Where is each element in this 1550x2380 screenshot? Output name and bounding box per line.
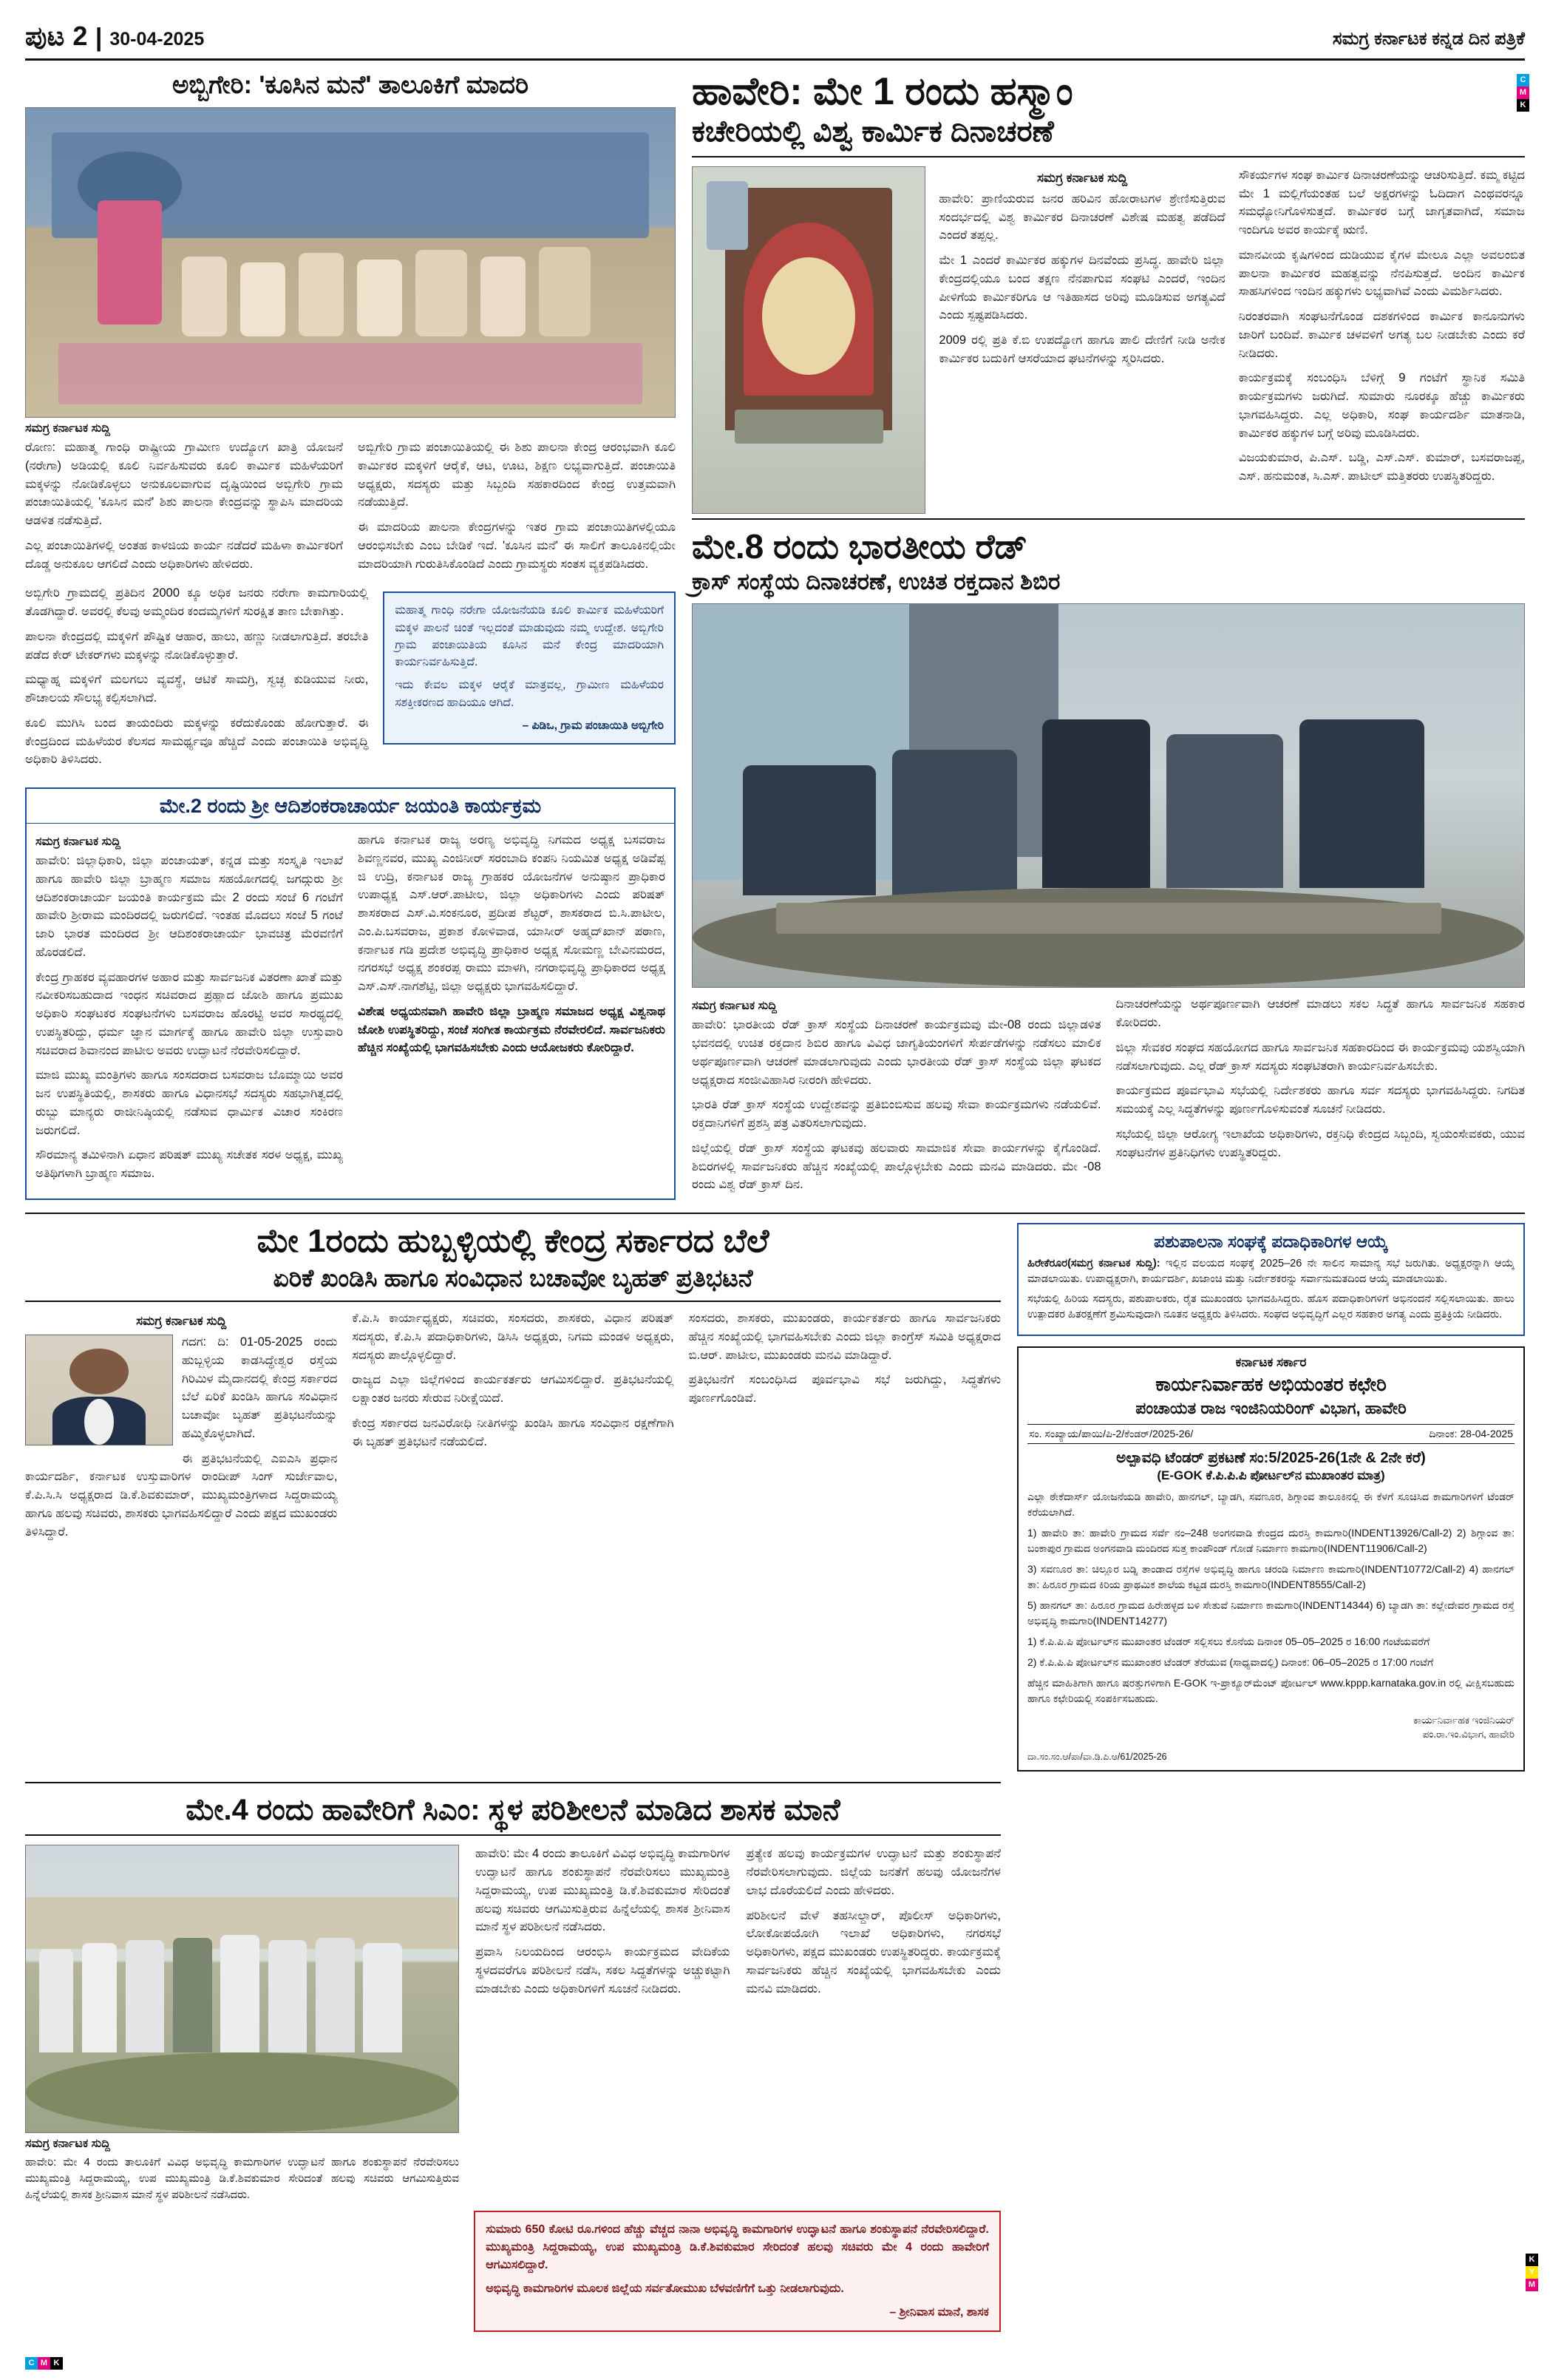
paragraph: ವಿಜಯಕುಮಾರ, ಪಿ.ಎಸ್. ಬಡ್ಡಿ, ಎಸ್.ಎಸ್. ಕುಮಾರ್, ಬಸವರಾಜಪ್ಪ, ಎಸ್. ಹನುಮಂತ, ಸಿ.ಎಸ್. ಪಾಟೀಲ್ ಮತ್ತಿತರರು ಉಪಸ್ಥಿತರಿದ್ದರು. bbox=[1238, 451, 1525, 484]
paragraph: ರೋಣ: ಮಹಾತ್ಮ ಗಾಂಧಿ ರಾಷ್ಟ್ರೀಯ ಗ್ರಾಮೀಣ ಉದ್ಯೋಗ ಖಾತ್ರಿ ಯೋಜನೆ (ನರೇಗಾ) ಅಡಿಯಲ್ಲಿ ಕೂಲಿ ನಿರ್ವಹಿಸುವರು ಕೂಲಿ ಕಾರ್ಮಿಕ ಮಹಿಳೆಯರಿಗೆ ಮಕ್ಕಳನ್ನು ನೋಡಿಕೊಳ್ಳಲು ಅನುಕೂಲವಾಗುವ ದೃಷ್ಟಿಯಿಂದ ಅಬ್ಬಿಗೇರಿ ಗ್ರಾಮ ಪಂಚಾಯಿತಿಯಲ್ಲಿ 'ಕೂಸಿನ ಮನೆ' ಶಿಶು ಪಾಲನಾ ಕೇಂದ್ರವನ್ನು ಸ್ಥಾಪಿಸಿ ಮಾದರಿಯ ಆಡಳಿತ ನಡೆಸುತ್ತಿದೆ. bbox=[25, 441, 343, 527]
magenta-mark: M bbox=[38, 2357, 50, 2370]
tender-footer-code: ದಾ.ಸಂ.ಸಂ.ಆ/ಪಾ/ವಾ.ಡಿ.ಪಿ.ಆ/61/2025-26 bbox=[1027, 1752, 1167, 1763]
hubballi-credit: ಸಮಗ್ರ ಕರ್ನಾಟಕ ಸುದ್ದಿ bbox=[136, 1314, 227, 1329]
abbigere-body-2 bbox=[25, 584, 676, 776]
cyan-mark: C bbox=[25, 2357, 38, 2370]
quote-line: ಅಭಿವೃದ್ಧಿ ಕಾಮಗಾರಿಗಳ ಮೂಲಕ ಜಿಲ್ಲೆಯ ಸರ್ವತೋಮುಖ ಬೆಳವಣಿಗೆಗೆ ಒತ್ತು ನೀಡಲಾಗುವುದು. bbox=[486, 2282, 844, 2295]
magenta-mark: M bbox=[1526, 2279, 1538, 2291]
tender-signature bbox=[1027, 1714, 1515, 1742]
paragraph: ದಿನಾಚರಣೆಯನ್ನು ಅರ್ಥಪೂರ್ಣವಾಗಿ ಆಚರಣೆ ಮಾಡಲು ಸಕಲ ಸಿದ್ಧತೆ ಹಾಗೂ ಸಾರ್ವಜನಿಕ ಸಹಕಾರ ಕೋರಿದರು. bbox=[1115, 997, 1525, 1030]
paper-name: ಸಮಗ್ರ ಕರ್ನಾಟಕ ಕನ್ನಡ ದಿನ ಪತ್ರಿಕೆ bbox=[1332, 29, 1525, 49]
tender-date: 1) ಕೆ.ಪಿ.ಪಿ.ಪಿ ಪೋರ್ಟಲ್‌ನ ಮುಖಾಂತರ ಟೆಂಡರ್ ಸಲ್ಲಿಸಲು ಕೊನೆಯ ದಿನಾಂಕ 05–05–2025 ರ 16:00 ಗಂಟೆಯವರೆಗೆ bbox=[1027, 1635, 1430, 1648]
abbigere-headline: ಅಬ್ಬಿಗೇರಿ: 'ಕೂಸಿನ ಮನೆ' ತಾಲೂಕಿಗೆ ಮಾದರಿ bbox=[171, 71, 529, 99]
mayday-credit: ಸಮಗ್ರ ಕರ್ನಾಟಕ ಸುದ್ದಿ bbox=[1036, 170, 1128, 185]
tender-intro: ಎಲ್ಲಾ ಠೇಕೆದಾರ್ಸ್ ಯೋಜನೆಯಡಿ ಹಾವೇರಿ, ಹಾನಗಲ್, ಬ್ಯಾಡಗಿ, ಸವಣೂರ, ಶಿಗ್ಗಾಂವ ತಾಲೂಕಿನಲ್ಲಿ ಈ ಕೆಳಗೆ ಸೂಚಿಸಿದ ಕಾಮಗಾರಿಗಳಿಗೆ ಟೆಂಡರ್ ಕರೆಯಲಾಗಿದೆ. bbox=[1027, 1491, 1515, 1519]
cm-visit-headline: ಮೇ.4 ರಂದು ಹಾವೇರಿಗೆ ಸಿಎಂ: ಸ್ಥಳ ಪರಿಶೀಲನೆ ಮಾಡಿದ ಶಾಸಕ ಮಾನೆ bbox=[186, 1794, 840, 1827]
cyan-mark: C bbox=[1517, 74, 1529, 87]
paragraph: ಮಾನವೀಯ ಕೃಷಿಗಳಿಂದ ದುಡಿಯುವ ಕೈಗಳ ಮೇಲೂ ಎಲ್ಲಾ ಅವಲಂಬಿತ ಪಾಲನಾ ಕಾರ್ಮಿಕರ ಮಹತ್ವವನ್ನು ನೆನಪಿಸುತ್ತದೆ. ಅಂದಿನ ಕಾರ್ಮಿಕ ಸಾಹಸಿಗಳಿಂದ ಇಂದಿನ ಹಕ್ಕುಗಳು ಲಭ್ಯವಾಗಿವೆ ಎಂದು ವಿಮರ್ಶಿಸಿದರು. bbox=[1238, 248, 1525, 299]
paragraph: ವಿಶೇಷ ಅಧ್ಯಯನವಾಗಿ ಹಾವೇರಿ ಜಿಲ್ಲಾ ಬ್ರಾಹ್ಮಣ ಸಮಾಜದ ಅಧ್ಯಕ್ಷ ವಿಶ್ವನಾಥ ಜೋಶಿ ಉಪಸ್ಥಿತರಿದ್ದು, ಸಂಜೆ ಸಂಗೀತ ಕಾರ್ಯಕ್ರಮ ನೆರವೇರಲಿದೆ. ಸಾರ್ವಜನಿಕರು ಹೆಚ್ಚಿನ ಸಂಖ್ಯೆಯಲ್ಲಿ ಭಾಗವಹಿಸಬೇಕು ಎಂದು ಆಯೋಜಕರು ಕೋರಿದ್ದಾರೆ. bbox=[358, 1004, 665, 1055]
paragraph: ಹಾವೇರಿ: ಮೇ 4 ರಂದು ತಾಲೂಕಿಗೆ ವಿವಿಧ ಅಭಿವೃದ್ಧಿ ಕಾಮಗಾರಿಗಳ ಉದ್ಘಾಟನೆ ಹಾಗೂ ಶಂಕುಸ್ಥಾಪನೆ ನೆರವೇರಿಸಲು ಮುಖ್ಯಮಂತ್ರಿ ಸಿದ್ದರಾಮಯ್ಯ, ಉಪ ಮುಖ್ಯಮಂತ್ರಿ ಡಿ.ಕೆ.ಶಿವಕುಮಾರ ಸೇರಿದಂತೆ ಹಲವು ಸಚಿವರು ಆಗಮಿಸುತ್ತಿರುವ ಹಿನ್ನೆಲೆಯಲ್ಲಿ ಶಾಸಕ ಶ್ರೀನಿವಾಸ ಮಾನೆ ಸ್ಥಳ ಪರಿಶೀಲನೆ ನಡೆಸಿದರು. bbox=[475, 1847, 730, 1934]
redcross-headline-line2: ಕ್ರಾಸ್ ಸಂಸ್ಥೆಯ ದಿನಾಚರಣೆ, ಉಚಿತ ರಕ್ತದಾನ ಶಿಬಿರ bbox=[692, 568, 1061, 594]
paragraph: ಅಬ್ಬಿಗೇರಿ ಗ್ರಾಮ ಪಂಚಾಯಿತಿಯಲ್ಲಿ ಈ ಶಿಶು ಪಾಲನಾ ಕೇಂದ್ರ ಆರಂಭವಾಗಿ ಕೂಲಿ ಕಾರ್ಮಿಕರ ಮಕ್ಕಳಿಗೆ ಆರೈಕೆ, ಆಟ, ಊಟ, ಶಿಕ್ಷಣ ಲಭ್ಯವಾಗುತ್ತಿದೆ. ಪಂಚಾಯಿತಿ ಅಧ್ಯಕ್ಷರು, ಸದಸ್ಯರು ಮತ್ತು ಸಿಬ್ಬಂದಿ ಸಹಕಾರದಿಂದ ಕೇಂದ್ರ ಉತ್ತಮವಾಗಿ ನಡೆಯುತ್ತಿದೆ. bbox=[358, 441, 676, 509]
paragraph: ನಿರಂತರವಾಗಿ ಸಂಘಟನೆಗೊಂಡ ದಶಕಗಳಿಂದ ಕಾರ್ಮಿಕ ಕಾನೂನುಗಳು ಜಾರಿಗೆ ಬಂದಿವೆ. ಕಾರ್ಮಿಕ ಚಳವಳಿಗೆ ಅಗತ್ಯ ಬಲ ನೀಡಬೇಕು ಎಂದು ಕರೆ ನೀಡಿದರು. bbox=[1238, 310, 1525, 360]
paragraph: ಪ್ರತ್ಯೇಕ ಹಲವು ಕಾರ್ಯಕ್ರಮಗಳ ಉದ್ಘಾಟನೆ ಮತ್ತು ಶಂಕುಸ್ಥಾಪನೆ ನೆರವೇರಿಸಲಾಗುವುದು. ಜಿಲ್ಲೆಯ ಜನತೆಗೆ ಹಲವು ಯೋಜನೆಗಳ ಲಾಭ ದೊರೆಯಲಿದೆ ಎಂದು ಹೇಳಿದರು. bbox=[746, 1847, 1001, 1897]
mid-band bbox=[25, 1213, 1525, 1772]
cm-visit-caption: ಹಾವೇರಿ: ಮೇ 4 ರಂದು ತಾಲೂಕಿಗೆ ವಿವಿಧ ಅಭಿವೃದ್ಧಿ ಕಾಮಗಾರಿಗಳ ಉದ್ಘಾಟನೆ ಹಾಗೂ ಶಂಕುಸ್ಥಾಪನೆ ನೆರವೇರಿಸಲು ಮುಖ್ಯಮಂತ್ರಿ ಸಿದ್ದರಾಮಯ್ಯ, ಉಪ ಮುಖ್ಯಮಂತ್ರಿ ಡಿ.ಕೆ.ಶಿವಕುಮಾರ ಸೇರಿದಂತೆ ಹಲವು ಸಚಿವರು ಆಗಮಿಸುತ್ತಿರುವ ಹಿನ್ನೆಲೆಯಲ್ಲಿ ಶಾಸಕ ಶ್ರೀನಿವಾಸ ಮಾನೆ ಸ್ಥಳ ಪರಿಶೀಲನೆ ನಡೆಸಿದರು. bbox=[25, 2156, 459, 2201]
paragraph: ಸೌಕರ್ಯಗಳ ಸಂಘ ಕಾರ್ಮಿಕ ದಿನಾಚರಣೆಯನ್ನು ಆಚರಿಸುತ್ತಿದೆ. ಕಮ್ಮ ಕಟ್ಟಿದ ಮೇ 1 ಮಲ್ಲಿಗೆಯಂತಹ ಬಲೆ ಅಕ್ಷರಗಳನ್ನು ಓದಿದಾಗ ಎಂಥವರನ್ನೂ ಸಮಧ್ಯೋನಿಗೊಳಿಸುತ್ತದೆ. ಕಾರ್ಮಿಕರ ಬಗ್ಗೆ ಜಾಗೃತವಾಗಿದೆ, ಸಮಾಜ ಇಂದಿಗೂ ಅವರ ಕಾರ್ಯಕ್ಕೆ ಋಣಿ. bbox=[1238, 168, 1525, 237]
tender-gov-line3: ಪಂಚಾಯತ ರಾಜ ಇಂಜಿನಿಯರಿಂಗ್ ವಿಭಾಗ, ಹಾವೇರಿ bbox=[1135, 1399, 1407, 1418]
tender-gov-line2: ಕಾರ್ಯನಿರ್ವಾಹಕ ಅಭಿಯಂತರ ಕಛೇರಿ bbox=[1155, 1373, 1387, 1396]
tender-closing: ಹೆಚ್ಚಿನ ಮಾಹಿತಿಗಾಗಿ ಹಾಗೂ ಷರತ್ತುಗಳಿಗಾಗಿ E-GOK ಇ-ಪ್ರಾಕ್ಯೂರ್‌ಮೆಂಟ್ ಪೋರ್ಟಲ್ www.kppp.karnataka.gov.in ರಲ್ಲಿ ವೀಕ್ಷಿಸಬಹುದು ಹಾಗೂ ಕಛೇರಿಯಲ್ಲಿ ಸಂಪರ್ಕಿಸಬಹುದು. bbox=[1027, 1677, 1515, 1705]
paragraph: ಈ ಮಾದರಿಯ ಪಾಲನಾ ಕೇಂದ್ರಗಳನ್ನು ಇತರ ಗ್ರಾಮ ಪಂಚಾಯಿತಿಗಳಲ್ಲಿಯೂ ಆರಂಭಿಸಬೇಕು ಎಂಬ ಬೇಡಿಕೆ ಇದೆ. 'ಕೂಸಿನ ಮನೆ' ಈ ಸಾಲಿಗೆ ತಾಲೂಕಿನಲ್ಲಿಯೇ ಮಾದರಿಯಾಗಿ ಗುರುತಿಸಿಕೊಂಡಿದೆ ಎಂದು ಗ್ರಾಮಸ್ಥರು ಸಂತಸ ವ್ಯಕ್ತಪಡಿಸಿದರು. bbox=[358, 521, 676, 571]
quote-line: ಸುಮಾರು 650 ಕೋಟಿ ರೂ.ಗಳಿಂದ ಹೆಚ್ಚು ವೆಚ್ಚದ ನಾನಾ ಅಭಿವೃದ್ಧಿ ಕಾಮಗಾರಿಗಳ ಉದ್ಘಾಟನೆ ಹಾಗೂ ಶಂಕುಸ್ಥಾಪನೆ ನೆರವೇರಿಸಲಿದ್ದಾರೆ. ಮುಖ್ಯಮಂತ್ರಿ ಸಿದ್ದರಾಮಯ್ಯ, ಉಪ ಮುಖ್ಯಮಂತ್ರಿ ಡಿ.ಕೆ.ಶಿವಕುಮಾರ ಸೇರಿದಂತೆ ಹಲವು ಸಚಿವರು ಮೇ 4 ರಂದು ಹಾವೇರಿಗೆ ಆಗಮಿಸಲಿದ್ದಾರೆ. bbox=[486, 2223, 989, 2271]
paragraph: ಹಾವೇರಿ: ಪ್ರಾಣಿಯರುವ ಜನರ ಹರಿವಿನ ಹೋರಾಟಗಳ ಶ್ರೇಣಿಸುತ್ತಿರುವ ಸಂದರ್ಭದಲ್ಲಿ ವಿಶ್ವ ಕಾರ್ಮಿಕರ ದಿನಾಚರಣೆ ವಿಶೇಷ ಮಹತ್ವ ಪಡೆದಿದೆ ಎಂದರೆ ತಪ್ಪಲ್ಲ. bbox=[939, 191, 1226, 243]
mayday-headline-line2: ಕಚೇರಿಯಲ್ಲಿ ವಿಶ್ವ ಕಾರ್ಮಿಕ ದಿನಾಚರಣೆ bbox=[692, 115, 1054, 149]
quote-line: ಇದು ಕೇವಲ ಮಕ್ಕಳ ಆರೈಕೆ ಮಾತ್ರವಲ್ಲ, ಗ್ರಾಮೀಣ ಮಹಿಳೆಯರ ಸಶಕ್ತೀಕರಣದ ಹಾದಿಯೂ ಆಗಿದೆ. bbox=[395, 679, 664, 709]
paragraph: ಮಾಜಿ ಮುಖ್ಯ ಮಂತ್ರಿಗಳು ಹಾಗೂ ಸಂಸದರಾದ ಬಸವರಾಜ ಬೊಮ್ಮಾಯಿ ಅವರ ಜನ ಉಪಸ್ಥಿತಿಯಲ್ಲಿ, ಶಾಸಕರು ಹಾಗೂ ವಿಧಾನಸಭೆ ಸದಸ್ಯರು ಸಹಭಾಗಿತ್ವದಲ್ಲಿ ರುಬ್ಬು ಮಾನ್ಯರು ರಾಜೀನಿಷ್ಠಿಯಲ್ಲಿ ನಡೆಸುವ ಧಾರ್ಮಿಕ ವಿಚಾರ ಸಂಕಿರಣ ಜರುಗಲಿದೆ. bbox=[35, 1068, 343, 1137]
shankara-credit: ಸಮಗ್ರ ಕರ್ನಾಟಕ ಸುದ್ದಿ bbox=[35, 835, 120, 848]
cm-visit-story bbox=[25, 1782, 1001, 2331]
tender-signature-title: ಕಾರ್ಯನಿರ್ವಾಹಕ ಇಂಜಿನಿಯರ್ bbox=[1413, 1715, 1515, 1726]
mayday-headline-line1: ಹಾವೇರಿ: ಮೇ 1 ರಂದು ಹಸ್ಮಾಂ bbox=[692, 70, 1073, 113]
page-number: ಪುಟ 2 bbox=[25, 21, 88, 51]
cm-visit-photo bbox=[25, 1845, 459, 2133]
hubballi-headline-line2: ಏರಿಕೆ ಖಂಡಿಸಿ ಹಾಗೂ ಸಂವಿಧಾನ ಬಚಾವೋ ಬೃಹತ್ ಪ್ರತಿಭಟನೆ bbox=[273, 1264, 753, 1292]
paragraph: ರಾಜ್ಯದ ಎಲ್ಲಾ ಜಿಲ್ಲೆಗಳಿಂದ ಕಾರ್ಯಕರ್ತರು ಆಗಮಿಸಲಿದ್ದಾರೆ. ಪ್ರತಿಭಟನೆಯಲ್ಲಿ ಲಕ್ಷಾಂತರ ಜನರು ಸೇರುವ ನಿರೀಕ್ಷೆಯಿದೆ. bbox=[352, 1373, 674, 1406]
paragraph: ಪಾಲನಾ ಕೇಂದ್ರದಲ್ಲಿ ಮಕ್ಕಳಿಗೆ ಪೌಷ್ಟಿಕ ಆಹಾರ, ಹಾಲು, ಹಣ್ಣು ನೀಡಲಾಗುತ್ತಿದೆ. ತರಬೇತಿ ಪಡೆದ ಕೇರ್ ಟೇಕರ್‌ಗಳು ಮಕ್ಕಳನ್ನು ನೋಡಿಕೊಳ್ಳುತ್ತಾರೆ. bbox=[25, 629, 369, 662]
cmyk-marks-right bbox=[1526, 2254, 1538, 2291]
tender-item: 1) ಹಾವೇರಿ ತಾ: ಹಾವೇರಿ ಗ್ರಾಮದ ಸರ್ವೆ ನಂ–248 ಅಂಗನವಾಡಿ ಕೇಂದ್ರದ ದುರಸ್ತಿ ಕಾಮಗಾರಿ(INDENT13926/Call-2) 2) ಶಿಗ್ಗಾಂವ ತಾ: ಬಂಕಾಪುರ ಗ್ರಾಮದ ಅಂಗನವಾಡಿ ಮಂದಿರದ ಸುತ್ತ ಕಾಂಪೌಂಡ್ ಗೋಡೆ ನಿರ್ಮಾಣ ಕಾಮಗಾರಿ(INDENT11906/Call-2) bbox=[1027, 1527, 1515, 1555]
publication-date: 30-04-2025 bbox=[109, 29, 205, 50]
masthead bbox=[25, 21, 1525, 61]
paragraph: ಕೇಂದ್ರ ಸರ್ಕಾರದ ಜನವಿರೋಧಿ ನೀತಿಗಳನ್ನು ಖಂಡಿಸಿ ಹಾಗೂ ಸಂವಿಧಾನ ರಕ್ಷಣೆಗಾಗಿ ಈ ಬೃಹತ್ ಪ್ರತಿಭಟನೆ ನಡೆಯಲಿದೆ. bbox=[352, 1416, 674, 1448]
tender-date: 2) ಕೆ.ಪಿ.ಪಿ.ಪಿ ಪೋರ್ಟಲ್‌ನ ಮುಖಾಂತರ ಟೆಂಡರ್ ತೆರೆಯುವ (ಸಾಧ್ಯವಾದಲ್ಲಿ) ದಿನಾಂಕ: 06–05–2025 ರ 17:00 ಗಂಟೆಗೆ bbox=[1027, 1656, 1434, 1669]
paragraph: ಭಾರತಿ ರೆಡ್ ಕ್ರಾಸ್ ಸಂಸ್ಥೆಯ ಉದ್ದೇಶವನ್ನು ಪ್ರತಿಬಿಂಬಿಸುವ ಹಲವು ಸೇವಾ ಕಾರ್ಯಕ್ರಮಗಳು ನಡೆಯಲಿವೆ. ರಕ್ತದಾನಿಗಳಿಗೆ ಪ್ರಶಸ್ತಿ ಪತ್ರ ವಿತರಿಸಲಾಗುವುದು. bbox=[692, 1098, 1101, 1130]
paragraph: ಹಾವೇರಿ: ಭಾರತೀಯ ರೆಡ್ ಕ್ರಾಸ್ ಸಂಸ್ಥೆಯ ದಿನಾಚರಣೆ ಕಾರ್ಯಕ್ರಮವು ಮೇ-08 ರಂದು ಜಿಲ್ಲಾಡಳಿತ ಭವನದಲ್ಲಿ ಉಚಿತ ರಕ್ತದಾನ ಶಿಬಿರ ಹಾಗೂ ವಿವಿಧ ಜಾಗೃತಿಯಂಗಳಿಗೆ ಸೇರ್ಪಡೆಗಳನ್ನು ನಡೆಸಲು ಮಾಲಿಕ ಅರ್ಥಪೂರ್ಣವಾಗಿ ಆಚರಣೆ ಮಾಡಲಾಗುವುದು ಎಂದು ಭಾರತೀಯ ರೆಡ್ ಕ್ರಾಸ್ ಸಂಸ್ಥೆಯ ಜಿಲ್ಲಾ ಘಟಕದ ಅಧ್ಯಕ್ಷರಾದ ಸಂಜೀವಿಹಾಸಿರ ನೀರಂಗಿ ಹೇಳಿದರು. bbox=[692, 1018, 1101, 1087]
magenta-mark: M bbox=[1517, 87, 1529, 99]
hubballi-headline-line1: ಮೇ 1ರಂದು ಹುಬ್ಬಳ್ಳಿಯಲ್ಲಿ ಕೇಂದ್ರ ಸರ್ಕಾರದ ಬೆಲೆ bbox=[256, 1223, 769, 1260]
paragraph: ಸಭೆಯಲ್ಲಿ ಹಿರಿಯ ಸದಸ್ಯರು, ಪಶುಪಾಲಕರು, ರೈತ ಮುಖಂಡರು ಭಾಗವಹಿಸಿದ್ದರು. ಹೊಸ ಪದಾಧಿಕಾರಿಗಳಿಗೆ ಅಭಿನಂದನೆ ಸಲ್ಲಿಸಲಾಯಿತು. ಹಾಲು ಉತ್ಪಾದಕರ ಹಿತರಕ್ಷಣೆಗೆ ಶ್ರಮಿಸುವುದಾಗಿ ನೂತನ ಅಧ್ಯಕ್ಷರು ತಿಳಿಸಿದರು. ಸಂಘದ ಅಭಿವೃದ್ಧಿಗೆ ಎಲ್ಲರ ಸಹಕಾರ ಅಗತ್ಯ ಎಂದು ಪ್ರತಿಕ್ರಿಯೆ ನೀಡಿದರು. bbox=[1027, 1293, 1515, 1321]
paragraph: ಪ್ರತಿಭಟನೆಗೆ ಸಂಬಂಧಿಸಿದ ಪೂರ್ವಭಾವಿ ಸಭೆ ಜರುಗಿದ್ದು, ಸಿದ್ಧತೆಗಳು ಪೂರ್ಣಗೊಂಡಿವೆ. bbox=[688, 1373, 1002, 1406]
paragraph: ಜಿಲ್ಲೆಯಲ್ಲಿ ರೆಡ್ ಕ್ರಾಸ್ ಸಂಸ್ಥೆಯ ಘಟಕವು ಹಲವಾರು ಸಾಮಾಜಿಕ ಸೇವಾ ಕಾರ್ಯಗಳನ್ನು ಕೈಗೊಂಡಿದೆ. ಶಿಬಿರಗಳಲ್ಲಿ ಸಾರ್ವಜನಿಕರು ಹೆಚ್ಚಿನ ಸಂಖ್ಯೆಯಲ್ಲಿ ಪಾಲ್ಗೊಳ್ಳಬೇಕು ಎಂದು ಮನವಿ ಮಾಡಿದರು. ಮೇ -08 ರಂದು ವಿಶ್ವ ರೆಡ್ ಕ್ರಾಸ್ ದಿನ. bbox=[692, 1141, 1101, 1192]
tender-title: ಅಲ್ಪಾವಧಿ ಟೆಂಡರ್ ಪ್ರಕಟಣೆ ಸಂ:5/2025-26(1ನೇ & 2ನೇ ಕರೆ) bbox=[1116, 1450, 1426, 1467]
notice-text: ಇಲ್ಲಿನ ವಲಯದ ಸಂಘಕ್ಕೆ 2025–26 ನೇ ಸಾಲಿನ ಸಾಮಾನ್ಯ ಸಭೆ ಜರುಗಿತು. ಅಧ್ಯಕ್ಷರನ್ನಾಗಿ ಆಯ್ಕೆ ಮಾಡಲಾಯಿತು. ಉಪಾಧ್ಯಕ್ಷರಾಗಿ, ಕಾರ್ಯದರ್ಶಿ, ಖಜಾಂಚಿ ಮತ್ತು ನಿರ್ದೇಶಕರನ್ನು ಸರ್ವಾನುಮತದಿಂದ ಆಯ್ಕೆ ಮಾಡಲಾಯಿತು. bbox=[1027, 1258, 1515, 1286]
hubballi-story bbox=[25, 1223, 1001, 1772]
paragraph: ಕೆ.ಪಿ.ಸಿ ಕಾರ್ಯಾಧ್ಯಕ್ಷರು, ಸಚಿವರು, ಸಂಸದರು, ಶಾಸಕರು, ವಿಧಾನ ಪರಿಷತ್ ಸದಸ್ಯರು, ಕೆ.ಪಿ.ಸಿ ಪದಾಧಿಕಾರಿಗಳು, ಡಿಸಿಸಿ ಅಧ್ಯಕ್ಷರು, ನಿಗಮ ಮಂಡಳಿ ಅಧ್ಯಕ್ಷರು, ಸದಸ್ಯರು ಪಾಲ್ಗೊಳ್ಳಲಿದ್ದಾರೆ. bbox=[352, 1312, 674, 1362]
black-mark: K bbox=[50, 2357, 63, 2370]
right-column bbox=[692, 71, 1525, 1201]
paragraph: ಸಭೆಯಲ್ಲಿ ಜಿಲ್ಲಾ ಆರೋಗ್ಯ ಇಲಾಖೆಯ ಅಧಿಕಾರಿಗಳು, ರಕ್ತನಿಧಿ ಕೇಂದ್ರದ ಸಿಬ್ಬಂದಿ, ಸ್ವಯಂಸೇವಕರು, ಯುವ ಸಂಘಟನೆಗಳ ಪ್ರತಿನಿಧಿಗಳು ಉಪಸ್ಥಿತರಿದ್ದರು. bbox=[1115, 1127, 1525, 1159]
redcross-photo bbox=[692, 603, 1525, 988]
cm-visit-credit: ಸಮಗ್ರ ಕರ್ನಾಟಕ ಸುದ್ದಿ bbox=[25, 2137, 110, 2151]
abbigere-quote-box bbox=[383, 591, 676, 745]
masthead-separator: | bbox=[95, 24, 103, 52]
top-region bbox=[25, 71, 1525, 1201]
paragraph: ಕೇಂದ್ರ ಗ್ರಾಹಕರ ವ್ಯವಹಾರಗಳ ಅಹಾರ ಮತ್ತು ಸಾರ್ವಜನಿಕ ವಿತರಣಾ ಖಾತೆ ಮತ್ತು ನವೀಕರಿಸಬಹುದಾದ ಇಂಧನ ಸಚಿವರಾದ ಪ್ರಹ್ಲಾದ ಜೋಶಿ ಹಾಗೂ ಪ್ರಮುಖ ಅಧಿಕಾರಿ ಸಂಘಟಕರ ಸಂಘಟನೆಗಳು ಬಸವರಾಜ ಹೊರಟ್ಟಿ ಅವರ ಸಾರಥ್ಯದಲ್ಲಿ ಉಪಸ್ಥಿತರಿದ್ದು, ಧರ್ಮ ಜ್ಞಾನ ಮಾರ್ಗಕ್ಕೆ ಹಾಗೂ ಹಾವೇರಿ ಜಿಲ್ಲಾ ಉಸ್ತುವಾರಿ ಸಚಿವರಾದ ಶಿವಾನಂದ ಪಾಟೀಲ ಅವರು ಉದ್ಘಾಟನೆ ನೆರವೇರಿಸಲಿದ್ದಾರೆ. bbox=[35, 970, 343, 1057]
left-column bbox=[25, 71, 676, 1201]
abbigere-credit: ಸಮಗ್ರ ಕರ್ನಾಟಕ ಸುದ್ದಿ bbox=[25, 422, 110, 435]
tender-ref-no: ಸಂ. ಸಂಖ್ಯಾಯ/ಪಾಯಿ/ಪಿ-2/ಕೆಂಡರ್/2025-26/ bbox=[1029, 1428, 1194, 1440]
paragraph: ಹಾಗೂ ಕರ್ನಾಟಕ ರಾಜ್ಯ ಅರಣ್ಯ ಅಭಿವೃದ್ಧಿ ನಿಗಮದ ಅಧ್ಯಕ್ಷ ಬಸವರಾಜ ಶಿವಣ್ಣನವರ, ಮುಖ್ಯ ಎಂಜಿನೀರ್ ಸರಂಬಾದಿ ಕಂಪನಿ ನಿಯಮಿತ ಅಧ್ಯಕ್ಷ ಅಡಿವೆಪ್ಪ ಜಿ ಉದ್ರಿ, ಕರ್ನಾಟಕ ರಾಜ್ಯ ಗ್ರಾಹಕರ ಯೋಜನೆಗಳ ಅನುಷ್ಠಾನ ಪ್ರಾಧಿಕಾರ ಉಪಾಧ್ಯಕ್ಷ ಎಸ್.ಆರ್.ಪಾಟೀಲ, ಜಿಲ್ಲಾ ಅಧಿಕಾರಿಗಳು ಎಂದು ಪರಿಷತ್ ಶಾಸಕರಾದ ಎಸ್.ವಿ.ಸಂಕನೂರ, ಪ್ರದೀಪ ಶೆಟ್ಟರ್, ಶಾಸಕರಾದ ಬಿ.ಸಿ.ಪಾಟೀಲ, ಎಂ.ಪಿ.ಬಸವರಾಜ, ಪ್ರಕಾಶ ಕೋಳಿವಾಡ, ಯಾಸೀರ್ ಅಹ್ಮದ್‌ಖಾನ್ ಪಠಾಣ, ಕರ್ನಾಟಕ ಗಡಿ ಪ್ರದೇಶ ಅಭಿವೃದ್ಧಿ ಪ್ರಾಧಿಕಾರ ಅಧ್ಯಕ್ಷ ಸೋಮಣ್ಣ ಬೇವಿನಮರದ, ನಗರಸಭೆ ಅಧ್ಯಕ್ಷ ಶಂಕರಪ್ಪ ರಾಮು ಮಾಳಗಿ, ನಗರಾಭಿವೃದ್ಧಿ ಪ್ರಾಧಿಕಾರದ ಅಧ್ಯಕ್ಷ ಎಸ್.ಎಸ್.ನಾಗಶೆಟ್ಟಿ, ಜಿಲ್ಲಾ ಅಧ್ಯಕ್ಷರು ಭಾಗವಹಿಸಲಿದ್ದಾರೆ. bbox=[358, 833, 665, 993]
paragraph: ಪ್ರವಾಸಿ ನಿಲಯದಿಂದ ಆರಂಭಿಸಿ ಕಾರ್ಯಕ್ರಮದ ವೇದಿಕೆಯ ಸ್ಥಳದವರೆಗೂ ಪರಿಶೀಲನೆ ನಡೆಸಿ, ಸಕಲ ಸಿದ್ಧತೆಗಳನ್ನು ಅಚ್ಚುಕಟ್ಟಾಗಿ ಮಾಡಬೇಕು ಎಂದು ಅಧಿಕಾರಿಗಳಿಗೆ ಸೂಚನೆ ನೀಡಿದರು. bbox=[475, 1945, 730, 1996]
mayday-photo bbox=[692, 166, 925, 514]
tender-ref-date: ದಿನಾಂಕ: 28-04-2025 bbox=[1429, 1428, 1513, 1440]
cm-visit-quote-box bbox=[474, 2211, 1001, 2332]
redcross-body bbox=[692, 995, 1525, 1201]
paragraph bbox=[1027, 1256, 1515, 1287]
mayday-body bbox=[692, 166, 1525, 514]
tender-gov-line1: ಕರ್ನಾಟಕ ಸರ್ಕಾರ bbox=[1235, 1355, 1307, 1370]
paragraph: ಸೌರಮಾನ್ಯ ತಮಿಳಿನಾಗಿ ಏಧಾನ ಪರಿಷತ್ ಮುಖ್ಯ ಸಚೇತಕ ಸರಳ ಅಧ್ಯಕ್ಷ, ಮುಖ್ಯ ಅತಿಥಿಗಳಾಗಿ ಬ್ರಾಹ್ಮಣ ಸಮಾಜ. bbox=[35, 1148, 343, 1180]
paragraph: ಎಲ್ಲ ಪಂಚಾಯಿತಿಗಳಲ್ಲಿ ಅಂತಹ ಕಾಳಜಿಯ ಕಾರ್ಯ ನಡೆದರೆ ಮಹಿಳಾ ಕಾರ್ಮಿಕರಿಗೆ ದೊಡ್ಡ ಅನುಕೂಲ ಆಗಲಿದೆ ಎಂದು ಅಧಿಕಾರಿಗಳು ಹೇಳಿದರು. bbox=[25, 538, 343, 571]
paragraph: ಪರಿಶೀಲನೆ ವೇಳೆ ತಹಸೀಲ್ದಾರ್, ಪೊಲೀಸ್ ಅಧಿಕಾರಿಗಳು, ಲೋಕೋಪಯೋಗಿ ಇಲಾಖೆ ಅಧಿಕಾರಿಗಳು, ನಗರಸಭೆ ಅಧಿಕಾರಿಗಳು, ಪಕ್ಷದ ಮುಖಂಡರು ಉಪಸ್ಥಿತರಿದ್ದರು. ಕಾರ್ಯಕ್ರಮಕ್ಕೆ ಸಾರ್ವಜನಿಕರು ಹೆಚ್ಚಿನ ಸಂಖ್ಯೆಯಲ್ಲಿ ಭಾಗವಹಿಸಬೇಕು ಎಂದು ಮನವಿ ಮಾಡಿದರು. bbox=[746, 1908, 1001, 1996]
quote-signature: – ಪಿಡಿಒ, ಗ್ರಾಮ ಪಂಚಾಯಿತಿ ಅಬ್ಬಿಗೇರಿ bbox=[522, 719, 664, 732]
paragraph: ಅಬ್ಬಿಗೇರಿ ಗ್ರಾಮದಲ್ಲಿ ಪ್ರತಿದಿನ 2000 ಕ್ಕೂ ಅಧಿಕ ಜನರು ನರೇಗಾ ಕಾಮಗಾರಿಯಲ್ಲಿ ತೊಡಗಿದ್ದಾರೆ. ಅವರಲ್ಲಿ ಕೆಲವು ಅಮ್ಮಂದಿರ ಕಂದಮ್ಮಗಳಿಗೆ ಸುರಕ್ಷಿತ ತಾಣ ಬೇಕಾಗಿತ್ತು. bbox=[25, 586, 369, 618]
black-mark: K bbox=[1526, 2254, 1538, 2266]
officers-notice-title: ಪಶುಪಾಲನಾ ಸಂಘಕ್ಕೆ ಪದಾಧಿಕಾರಿಗಳ ಆಯ್ಕೆ bbox=[1154, 1232, 1388, 1252]
tender-item: 5) ಹಾನಗಲ್ ತಾ: ಹಿರೂರ ಗ್ರಾಮದ ಹಿರೇಹಳ್ಳದ ಬಳಿ ಸೇತುವೆ ನಿರ್ಮಾಣ ಕಾಮಗಾರಿ(INDENT14344) 6) ಬ್ಯಾಡಗಿ ತಾ: ಕಲ್ಲೇದೇವರ ಗ್ರಾಮದ ರಸ್ತೆ ಅಭಿವೃದ್ಧಿ ಕಾಮಗಾರಿ(INDENT14277) bbox=[1027, 1599, 1515, 1627]
paragraph: ಮಧ್ಯಾಹ್ನ ಮಕ್ಕಳಿಗೆ ಮಲಗಲು ವ್ಯವಸ್ಥೆ, ಆಟಿಕೆ ಸಾಮಗ್ರಿ, ಸ್ವಚ್ಛ ಕುಡಿಯುವ ನೀರು, ಶೌಚಾಲಯ ಸೌಲಭ್ಯ ಕಲ್ಪಿಸಲಾಗಿದೆ. bbox=[25, 673, 369, 705]
tender-item: 3) ಸವಣೂರ ತಾ: ಚಿಲ್ಲೂರ ಬಡ್ನಿ ತಾಂಡಾದ ರಸ್ತೆಗಳ ಅಭಿವೃದ್ಧಿ ಹಾಗೂ ಚರಂಡಿ ನಿರ್ಮಾಣ ಕಾಮಗಾರಿ(INDENT10772/Call-2) 4) ಹಾನಗಲ್ ತಾ: ಹಿರೂರ ಗ್ರಾಮದ ಕಿರಿಯ ಪ್ರಾಥಮಿಕ ಶಾಲೆಯ ಕಟ್ಟಡ ದುರಸ್ತಿ ಕಾಮಗಾರಿ(INDENT8555/Call-2) bbox=[1027, 1563, 1515, 1591]
shankara-title: ಮೇ.2 ರಂದು ಶ್ರೀ ಆದಿಶಂಕರಾಚಾರ್ಯ ಜಯಂತಿ ಕಾರ್ಯಕ್ರಮ bbox=[27, 789, 674, 824]
quote-signature: – ಶ್ರೀನಿವಾಸ ಮಾನೆ, ಶಾಸಕ bbox=[889, 2305, 989, 2319]
tender-portal-note: (E-GOK ಕೆ.ಪಿ.ಪಿ.ಪಿ ಪೋರ್ಟಲ್‌ನ ಮುಖಾಂತರ ಮಾತ್ರ) bbox=[1157, 1468, 1385, 1483]
officers-notice bbox=[1017, 1223, 1525, 1336]
yellow-mark: Y bbox=[1526, 2266, 1538, 2279]
paragraph: ಕಾರ್ಯಕ್ರಮದ ಪೂರ್ವಭಾವಿ ಸಭೆಯಲ್ಲಿ ನಿರ್ದೇಶಕರು ಹಾಗೂ ಸರ್ವ ಸದಸ್ಯರು ಭಾಗವಹಿಸಿದ್ದರು. ನಿಗದಿತ ಸಮಯಕ್ಕೆ ಎಲ್ಲ ಸಿದ್ಧತೆಗಳನ್ನು ಪೂರ್ಣಗೊಳಿಸುವಂತೆ ಸೂಚನೆ ನೀಡಿದರು. bbox=[1115, 1084, 1525, 1116]
leader-portrait bbox=[25, 1335, 173, 1445]
right-rail bbox=[1017, 1223, 1525, 1772]
paragraph: ಕಾರ್ಯಕ್ರಮಕ್ಕೆ ಸಂಬಂಧಿಸಿ ಬೆಳಿಗ್ಗೆ 9 ಗಂಟೆಗೆ ಸ್ಥಾನಿಕ ಸಮಿತಿ ಕಾರ್ಯಕ್ರಮಗಳು ಜರುಗಿದೆ. ಸುಮಾರು ನೂರಕ್ಕೂ ಹೆಚ್ಚು ಕಾರ್ಮಿಕರು ಭಾಗವಹಿಸಿದ್ದರು. ಎಲ್ಲ ಅಧಿಕಾರಿ, ಸಂಘ ಕಾರ್ಯದರ್ಶಿ ಮಾತನಾಡಿ, ಕಾರ್ಮಿಕರ ಹಕ್ಕುಗಳ ಬಗ್ಗೆ ಅರಿವು ಮೂಡಿಸಿದರು. bbox=[1238, 371, 1525, 440]
paragraph: ಗದಗ: ದಿ: 01-05-2025 ರಂದು ಹುಬ್ಬಳ್ಳಿಯ ಕಾಡಸಿದ್ಧೇಶ್ವರ ರಸ್ತೆಯ ಗಿರಿಮಿಳ ಮೈದಾನದಲ್ಲಿ ಕೇಂದ್ರ ಸರ್ಕಾರದ ಬೆಲೆ ಏರಿಕೆ ಖಂಡಿಸಿ ಹಾಗೂ ಸಂವಿಧಾನ ಬಚಾವೋ ಬೃಹತ್ ಪ್ರತಿಭಟನೆಯನ್ನು ಹಮ್ಮಿಕೊಳ್ಳಲಾಗಿದೆ. bbox=[182, 1335, 338, 1440]
tender-signature-office: ಪಂ.ರಾ.ಇಂ.ವಿಭಾಗ, ಹಾವೇರಿ bbox=[1422, 1728, 1515, 1740]
paragraph: 2009 ರಲ್ಲಿ ಪ್ರತಿ ಕೆ.ಬಿ ಉಪದ್ಯೋಗ ಹಾಗೂ ಪಾಲಿ ದೇಣಿಗೆ ನೀಡಿ ಅನೇಕ ಕಾರ್ಮಿಕರ ಬದುಕಿಗೆ ಆಸರೆಯಾದ ಘಟನೆಗಳನ್ನು ಸ್ಮರಿಸಿದರು. bbox=[939, 333, 1226, 365]
tender-notice bbox=[1017, 1346, 1525, 1772]
quote-line: ಮಹಾತ್ಮ ಗಾಂಧಿ ನರೇಗಾ ಯೋಜನೆಯಡಿ ಕೂಲಿ ಕಾರ್ಮಿಕ ಮಹಿಳೆಯರಿಗೆ ಮಕ್ಕಳ ಪಾಲನೆ ಚಿಂತೆ ಇಲ್ಲದಂತೆ ಮಾಡುವುದು ನಮ್ಮ ಉದ್ದೇಶ. ಅಬ್ಬಿಗೇರಿ ಗ್ರಾಮ ಪಂಚಾಯಿತಿಯ ಕೂಸಿನ ಮನೆ ಕೇಂದ್ರ ಮಾದರಿಯಾಗಿ ಕಾರ್ಯನಿರ್ವಹಿಸುತ್ತಿದೆ. bbox=[395, 604, 664, 668]
paragraph: ಈ ಪ್ರತಿಭಟನೆಯಲ್ಲಿ ಎಐಎಸಿ ಪ್ರಧಾನ ಕಾರ್ಯದರ್ಶಿ, ಕರ್ನಾಟಕ ಉಸ್ತುವಾರಿಗಳ ರಾಂದೀಪ್ ಸಿಂಗ್ ಸುರ್ಜೇವಾಲ, ಕೆ.ಪಿ.ಸಿ.ಸಿ ಅಧ್ಯಕ್ಷರಾದ ಡಿ.ಕೆ.ಶಿವಕುಮಾರ್, ಮುಖ್ಯಮಂತ್ರಿಗಳಾದ ಸಿದ್ದರಾಮಯ್ಯ ಹಾಗೂ ಹಲವು ಸಚಿವರು, ಶಾಸಕರು ಭಾಗವಹಿಸಲಿದ್ದಾರೆ ಎಂದು ಪಕ್ಷದ ಮುಖಂಡರು ತಿಳಿಸಿದ್ದಾರೆ. bbox=[25, 1451, 338, 1539]
cmyk-marks-bottom bbox=[25, 2357, 63, 2370]
paragraph: ಜಿಲ್ಲಾ ಸೇವಕರ ಸಂಘದ ಸಹಯೋಗದ ಹಾಗೂ ಸಾರ್ವಜನಿಕ ಸಹಕಾರದಿಂದ ಈ ಕಾರ್ಯಕ್ರಮವು ಯಶಸ್ವಿಯಾಗಿ ನಡೆಸಲಾಗುವುದು. ಎಲ್ಲ ರೆಡ್ ಕ್ರಾಸ್ ಸದಸ್ಯರು ಸಂಘಟಿತರಾಗಿ ಕಾರ್ಯನಿರ್ವಹಿಸಬೇಕು. bbox=[1115, 1040, 1525, 1073]
paragraph: ಕೂಲಿ ಮುಗಿಸಿ ಬಂದ ತಾಯಂದಿರು ಮಕ್ಕಳನ್ನು ಕರೆದುಕೊಂಡು ಹೋಗುತ್ತಾರೆ. ಈ ಕೇಂದ್ರದಿಂದ ಮಹಿಳೆಯರ ಕೆಲಸದ ಸಾಮರ್ಥ್ಯವೂ ಹೆಚ್ಚಿದೆ ಎಂದು ಪಂಚಾಯಿತಿ ಅಭಿವೃದ್ಧಿ ಅಧಿಕಾರಿ ತಿಳಿಸಿದರು. bbox=[25, 716, 369, 767]
abbigere-photo bbox=[25, 107, 676, 418]
redcross-credit: ಸಮಗ್ರ ಕರ್ನಾಟಕ ಸುದ್ದಿ bbox=[692, 1000, 777, 1013]
shankara-section bbox=[25, 787, 676, 1200]
abbigere-body bbox=[25, 438, 676, 580]
paragraph: ಹಾವೇರಿ: ಜಿಲ್ಲಾಧಿಕಾರಿ, ಜಿಲ್ಲಾ ಪಂಚಾಯತ್, ಕನ್ನಡ ಮತ್ತು ಸಂಸ್ಕೃತಿ ಇಲಾಖೆ ಹಾಗೂ ಹಾವೇರಿ ಜಿಲ್ಲಾ ಬ್ರಾಹ್ಮಣ ಸಮಾಜ ಸಹಯೋಗದಲ್ಲಿ ಜಗದ್ಗುರು ಶ್ರೀ ಆದಿಶಂಕರಾಚಾರ್ಯ ಜಯಂತಿ ಕಾರ್ಯಕ್ರಮ ಮೇ 2 ರಂದು ಸಂಜೆ 6 ಗಂಟೆಗೆ ಹಾವೇರಿ ಶ್ರೀರಾಮ ಮಂದಿರದಲ್ಲಿ ಜರುಗಲಿದೆ. ಇಂತಹ ಮೊದಲು ಸಂಜೆ 5 ಗಂಟೆ ಜಾರಿ ಭಾರತ ಮಂದಿರದ ಶ್ರೀ ಆದಿಶಂಕರಾಚಾರ್ಯ ಭಾವಚಿತ್ರ ಮೆರವಣಿಗೆ ಹೊರಡಲಿದೆ. bbox=[35, 854, 343, 959]
redcross-headline-line1: ಮೇ.8 ರಂದು ಭಾರತೀಯ ರೆಡ್ bbox=[692, 526, 1027, 566]
black-mark: K bbox=[1517, 99, 1529, 112]
cmyk-marks-top bbox=[1517, 74, 1529, 112]
notice-dateline: ಹಿರೇಕೆರೂರ(ಸಮಗ್ರ ಕರ್ನಾಟಕ ಸುದ್ದಿ): bbox=[1027, 1258, 1160, 1270]
paragraph: ಸಂಸದರು, ಶಾಸಕರು, ಮುಖಂಡರು, ಕಾರ್ಯಕರ್ತರು ಹಾಗೂ ಸಾರ್ವಜನಿಕರು ಹೆಚ್ಚಿನ ಸಂಖ್ಯೆಯಲ್ಲಿ ಭಾಗವಹಿಸಬೇಕು ಎಂದು ಜಿಲ್ಲಾ ಕಾಂಗ್ರೆಸ್ ಸಮಿತಿ ಅಧ್ಯಕ್ಷರಾದ ಬಿ.ಆರ್. ಪಾಟೀಲ, ಮುಖಂಡರು ಮನವಿ ಮಾಡಿದ್ದಾರೆ. bbox=[688, 1312, 1002, 1362]
paragraph: ಮೇ 1 ಎಂದರೆ ಕಾರ್ಮಿಕರ ಹಕ್ಕುಗಳ ದಿನವೆಂದು ಪ್ರಸಿದ್ಧ. ಹಾವೇರಿ ಜಿಲ್ಲಾ ಕೇಂದ್ರದಲ್ಲಿಯೂ ಬಂದ ತಕ್ಷಣ ನೆನಪಾಗುವ ಸಂಘಟಿ ಎಂದರೆ, ಇಂದಿನ ಪೀಳಿಗೆಯ ಕಾರ್ಮಿಕರಿಗೂ ಆ ಇತಿಹಾಸದ ಅರಿವು ಮೂಡಿಸುವ ಅಗತ್ಯವಿದೆ ಎಂದು ಸ್ಪಷ್ಟಪಡಿಸಿದರು. bbox=[939, 254, 1226, 322]
masthead-left bbox=[25, 21, 204, 52]
